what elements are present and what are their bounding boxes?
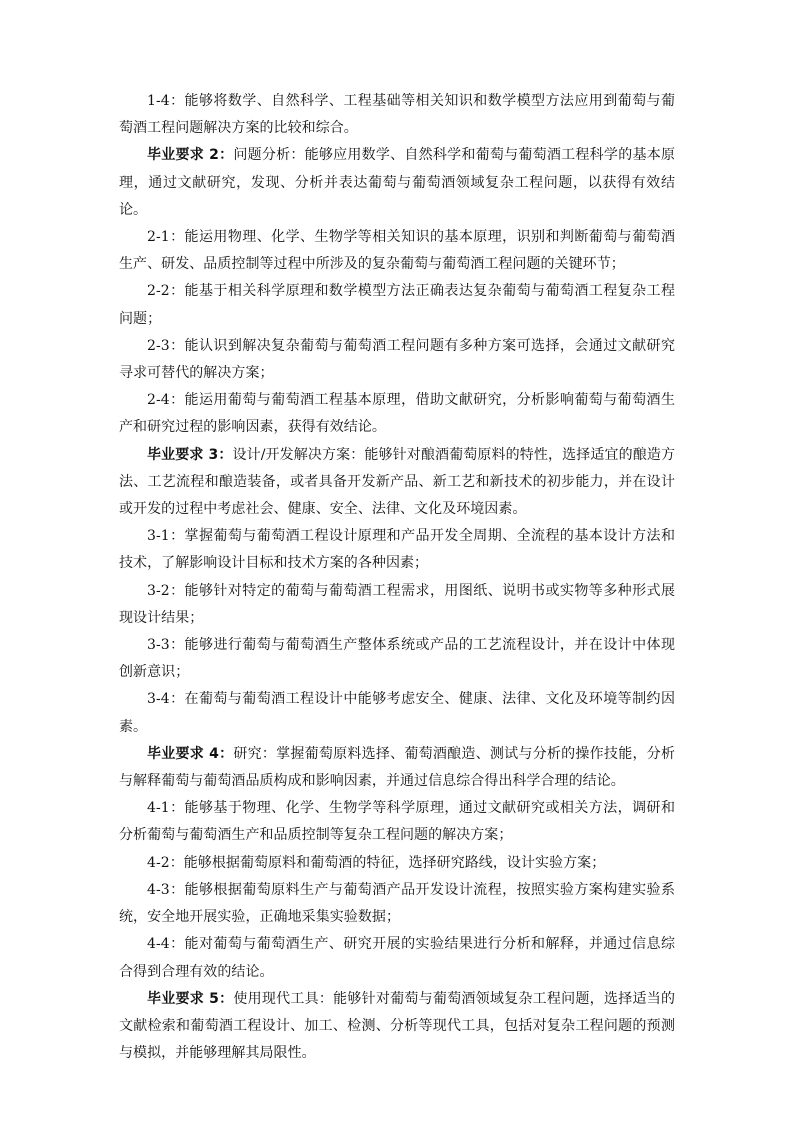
paragraph-3-3 — [119, 632, 675, 686]
paragraph-text: 3-4：在葡萄与葡萄酒工程设计中能够考虑安全、健康、法律、文化及环境等制约因素。 — [119, 691, 675, 735]
paragraph-3-1 — [119, 523, 675, 577]
paragraph-text: 4-4：能对葡萄与葡萄酒生产、研究开展的实验结果进行分析和解释，并通过信息综合得到合理有效的结论。 — [119, 936, 675, 980]
requirement-label: 毕业要求 4： — [147, 745, 234, 762]
paragraph-text: 3-3：能够进行葡萄与葡萄酒生产整体系统或产品的工艺流程设计，并在设计中体现创新意识； — [119, 637, 675, 681]
paragraph-3-4 — [119, 686, 675, 740]
paragraph-text: 2-2：能基于相关科学原理和数学模型方法正确表达复杂葡萄与葡萄酒工程复杂工程问题； — [119, 283, 675, 327]
requirement-3 — [119, 442, 675, 524]
requirement-4 — [119, 741, 675, 795]
paragraph-text: 4-1：能够基于物理、化学、生物学等科学原理，通过文献研究或相关方法，调研和分析葡萄与葡萄酒生产和品质控制等复杂工程问题的解决方案； — [119, 800, 675, 844]
requirement-text: 使用现代工具：能够针对葡萄与葡萄酒领域复杂工程问题，选择适当的文献检索和葡萄酒工程设计、加工、检测、分析等现代工具，包括对复杂工程问题的预测与模拟，并能够理解其局限性。 — [119, 990, 675, 1062]
paragraph-2-4 — [119, 387, 675, 441]
paragraph-text: 2-4：能运用葡萄与葡萄酒工程基本原理，借助文献研究，分析影响葡萄与葡萄酒生产和研究过程的影响因素，获得有效结论。 — [119, 392, 675, 436]
requirement-label: 毕业要求 3： — [147, 446, 233, 463]
paragraph-2-1 — [119, 224, 675, 278]
paragraph-text: 3-1：掌握葡萄与葡萄酒工程设计原理和产品开发全周期、全流程的基本设计方法和技术，了解影响设计目标和技术方案的各种因素； — [119, 528, 675, 572]
paragraph-4-1 — [119, 795, 675, 849]
paragraph-text: 2-3：能认识到解决复杂葡萄与葡萄酒工程问题有多种方案可选择，会通过文献研究寻求可替代的解决方案； — [119, 337, 675, 382]
paragraph-text: 3-2：能够针对特定的葡萄与葡萄酒工程需求，用图纸、说明书或实物等多种形式展现设计结果； — [119, 582, 675, 626]
paragraph-text: 4-2：能够根据葡萄原料和葡萄酒的特征，选择研究路线，设计实验方案； — [147, 854, 606, 871]
requirement-2 — [119, 142, 675, 224]
requirement-text: 研究：掌握葡萄原料选择、葡萄酒酿造、测试与分析的操作技能，分析与解释葡萄与葡萄酒品质构成和影响因素，并通过信息综合得出科学合理的结论。 — [119, 745, 675, 790]
document-body — [119, 88, 675, 1067]
requirement-text: 设计/开发解决方案：能够针对酿酒葡萄原料的特性，选择适宜的酿造方法、工艺流程和酿造装备，或者具备开发新产品、新工艺和新技术的初步能力，并在设计或开发的过程中考虑社会、健康、安全、法律、文化及环境因素。 — [119, 446, 675, 518]
paragraph-text: 4-3：能够根据葡萄原料生产与葡萄酒产品开发设计流程，按照实验方案构建实验系统，安全地开展实验，正确地采集实验数据； — [119, 881, 675, 926]
paragraph-3-2 — [119, 578, 675, 632]
paragraph-text: 1-4：能够将数学、自然科学、工程基础等相关知识和数学模型方法应用到葡萄与葡萄酒工程问题解决方案的比较和综合。 — [119, 93, 675, 137]
paragraph-2-3 — [119, 333, 675, 387]
paragraph-4-2 — [119, 850, 675, 877]
paragraph-1-4 — [119, 88, 675, 142]
paragraph-text: 2-1：能运用物理、化学、生物学等相关知识的基本原理，识别和判断葡萄与葡萄酒生产、研发、品质控制等过程中所涉及的复杂葡萄与葡萄酒工程问题的关键环节； — [119, 229, 675, 273]
requirement-text: 问题分析：能够应用数学、自然科学和葡萄与葡萄酒工程科学的基本原理，通过文献研究，发现、分析并表达葡萄与葡萄酒领域复杂工程问题，以获得有效结论。 — [119, 147, 675, 218]
paragraph-4-3 — [119, 877, 675, 931]
requirement-5 — [119, 986, 675, 1068]
requirement-label: 毕业要求 2： — [147, 147, 234, 164]
paragraph-4-4 — [119, 931, 675, 985]
requirement-label: 毕业要求 5： — [147, 990, 234, 1007]
paragraph-2-2 — [119, 278, 675, 332]
